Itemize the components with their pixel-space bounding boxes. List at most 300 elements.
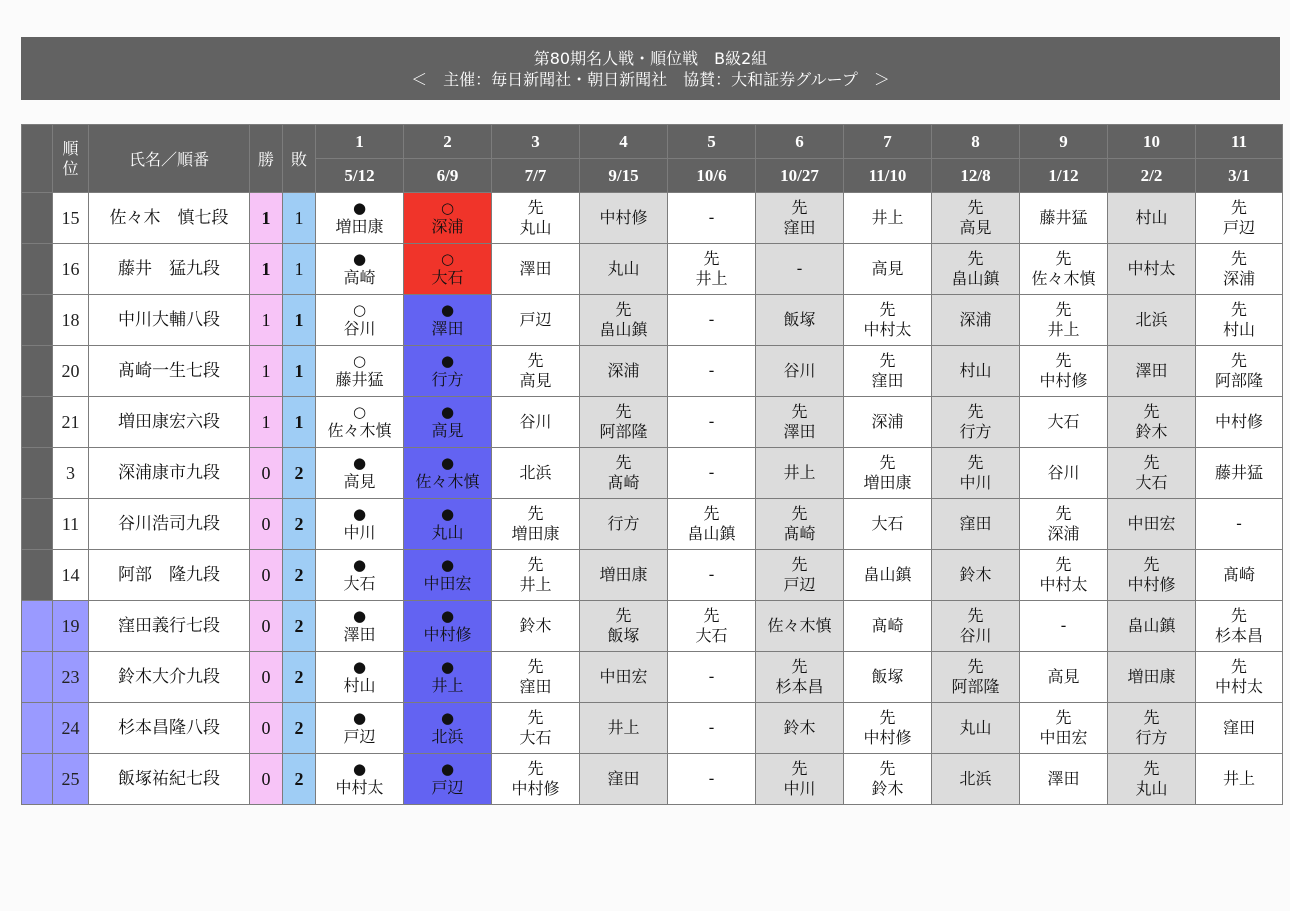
result-mark: ● — [440, 709, 455, 727]
opponent-name: 中田宏 — [1039, 728, 1088, 747]
result-mark: ● — [440, 403, 455, 421]
header-round-3: 3 — [492, 125, 580, 159]
opponent-name: 北浜 — [959, 769, 992, 788]
game-cell-round-1 — [316, 754, 404, 805]
header-round-6: 6 — [756, 125, 844, 159]
game-cell-round-6 — [756, 244, 844, 295]
opponent-name: 澤田 — [783, 422, 816, 441]
first-move-mark: 先 — [527, 657, 544, 676]
game-cell-round-2 — [404, 550, 492, 601]
opponent-name: 飯塚 — [607, 626, 640, 645]
losses-cell: 2 — [283, 754, 316, 805]
first-move-mark: 先 — [1055, 249, 1072, 268]
first-move-mark: 先 — [1055, 504, 1072, 523]
opponent-name: 大石 — [1047, 412, 1080, 431]
result-mark: ● — [352, 556, 367, 574]
first-move-mark: 先 — [527, 708, 544, 727]
opponent-name: 行方 — [959, 422, 992, 441]
rank-cell: 11 — [53, 499, 89, 550]
first-move-mark: 先 — [879, 453, 896, 472]
game-cell-round-10 — [1108, 499, 1196, 550]
opponent-name: 澤田 — [343, 625, 376, 644]
wins-cell: 1 — [250, 397, 283, 448]
opponent-name: 佐々木慎 — [415, 472, 480, 491]
table-row — [22, 754, 1283, 805]
opponent-name: 増田康 — [863, 473, 912, 492]
opponent-name: 窪田 — [519, 677, 552, 696]
game-cell-round-7 — [844, 295, 932, 346]
zone-marker — [22, 295, 53, 346]
opponent-name: 藤井猛 — [1039, 208, 1088, 227]
game-cell-round-8 — [932, 397, 1020, 448]
rank-cell: 21 — [53, 397, 89, 448]
header-round-4: 4 — [580, 125, 668, 159]
opponent-name: 中川 — [959, 473, 992, 492]
game-cell-round-3 — [492, 448, 580, 499]
game-cell-round-6 — [756, 397, 844, 448]
first-move-mark: 先 — [879, 300, 896, 319]
opponent-name: 髙崎 — [783, 524, 816, 543]
first-move-mark: 先 — [967, 657, 984, 676]
game-cell-round-7 — [844, 499, 932, 550]
opponent-name: 中川 — [343, 523, 376, 542]
result-mark: ○ — [440, 250, 455, 268]
game-cell-round-5 — [668, 499, 756, 550]
game-cell-round-1 — [316, 346, 404, 397]
game-cell-round-9 — [1020, 754, 1108, 805]
wins-cell: 0 — [250, 703, 283, 754]
opponent-name: 高見 — [1047, 667, 1080, 686]
game-cell-round-2 — [404, 397, 492, 448]
first-move-mark: 先 — [703, 504, 720, 523]
result-mark: ● — [440, 658, 455, 676]
first-move-mark: 先 — [967, 198, 984, 217]
zone-marker — [22, 499, 53, 550]
opponent-name: 大石 — [1135, 473, 1168, 492]
opponent-name: 窪田 — [871, 371, 904, 390]
opponent-name: 丸山 — [607, 259, 640, 278]
game-cell-round-11 — [1196, 499, 1283, 550]
opponent-name: 中田宏 — [599, 667, 648, 686]
game-cell-round-7 — [844, 346, 932, 397]
game-cell-round-8 — [932, 652, 1020, 703]
header-date-2: 6/9 — [404, 159, 492, 193]
opponent-name: 高見 — [519, 371, 552, 390]
zone-marker — [22, 550, 53, 601]
opponent-name: 行方 — [1135, 728, 1168, 747]
table-row — [22, 397, 1283, 448]
opponent-name: 髙崎 — [871, 616, 904, 635]
game-cell-round-7 — [844, 703, 932, 754]
game-cell-round-8 — [932, 703, 1020, 754]
wins-cell: 1 — [250, 244, 283, 295]
header-round-7: 7 — [844, 125, 932, 159]
opponent-name: 谷川 — [783, 361, 816, 380]
opponent-name: 中川 — [783, 779, 816, 798]
first-move-mark: 先 — [967, 453, 984, 472]
game-cell-round-9 — [1020, 193, 1108, 244]
first-move-mark: 先 — [527, 198, 544, 217]
wins-cell: 0 — [250, 499, 283, 550]
opponent-name: 戸辺 — [1222, 218, 1255, 237]
opponent-name: 大石 — [871, 514, 904, 533]
opponent-name: 丸山 — [431, 523, 464, 542]
game-cell-round-6 — [756, 346, 844, 397]
opponent-name: 畠山鎮 — [863, 565, 912, 584]
header-round-2: 2 — [404, 125, 492, 159]
result-mark: ● — [352, 658, 367, 676]
result-mark: ● — [440, 352, 455, 370]
zone-marker — [22, 754, 53, 805]
player-name: 谷川浩司九段 — [89, 499, 250, 550]
first-move-mark: 先 — [615, 300, 632, 319]
opponent-name: 深浦 — [431, 217, 464, 236]
first-move-mark: 先 — [527, 351, 544, 370]
opponent-name: 飯塚 — [783, 310, 816, 329]
first-move-mark: 先 — [703, 249, 720, 268]
opponent-name: 中村修 — [1039, 371, 1088, 390]
game-cell-round-10 — [1108, 244, 1196, 295]
opponent-name: 阿部隆 — [599, 422, 648, 441]
game-cell-round-11 — [1196, 244, 1283, 295]
first-move-mark: 先 — [1143, 759, 1160, 778]
opponent-name: - — [708, 565, 715, 584]
opponent-name: 鈴木 — [1135, 422, 1168, 441]
zone-marker — [22, 652, 53, 703]
opponent-name: - — [1060, 616, 1067, 635]
first-move-mark: 先 — [879, 708, 896, 727]
opponent-name: 丸山 — [959, 718, 992, 737]
opponent-name: 中村太 — [1214, 677, 1263, 696]
game-cell-round-1 — [316, 499, 404, 550]
game-cell-round-5 — [668, 397, 756, 448]
opponent-name: 中村修 — [1127, 575, 1176, 594]
game-cell-round-4 — [580, 397, 668, 448]
opponent-name: 井上 — [607, 718, 640, 737]
header-round-1: 1 — [316, 125, 404, 159]
wins-cell: 0 — [250, 652, 283, 703]
game-cell-round-1 — [316, 703, 404, 754]
table-row — [22, 346, 1283, 397]
table-row — [22, 601, 1283, 652]
zone-marker — [22, 448, 53, 499]
opponent-name: 村山 — [1222, 320, 1255, 339]
header-date-11: 3/1 — [1196, 159, 1283, 193]
first-move-mark: 先 — [791, 759, 808, 778]
first-move-mark: 先 — [1143, 555, 1160, 574]
opponent-name: 畠山鎮 — [1127, 616, 1176, 635]
game-cell-round-7 — [844, 652, 932, 703]
game-cell-round-8 — [932, 550, 1020, 601]
opponent-name: 深浦 — [959, 310, 992, 329]
first-move-mark: 先 — [527, 504, 544, 523]
opponent-name: 畠山鎮 — [951, 269, 1000, 288]
result-mark: ● — [440, 301, 455, 319]
rank-cell: 14 — [53, 550, 89, 601]
first-move-mark: 先 — [967, 249, 984, 268]
first-move-mark: 先 — [1230, 198, 1247, 217]
game-cell-round-10 — [1108, 754, 1196, 805]
rank-cell: 19 — [53, 601, 89, 652]
result-mark: ● — [352, 505, 367, 523]
game-cell-round-8 — [932, 499, 1020, 550]
opponent-name: 井上 — [871, 208, 904, 227]
game-cell-round-9 — [1020, 601, 1108, 652]
result-mark: ● — [440, 760, 455, 778]
game-cell-round-10 — [1108, 601, 1196, 652]
game-cell-round-4 — [580, 754, 668, 805]
first-move-mark: 先 — [791, 657, 808, 676]
first-move-mark: 先 — [1055, 708, 1072, 727]
game-cell-round-4 — [580, 550, 668, 601]
opponent-name: 村山 — [1135, 208, 1168, 227]
opponent-name: 佐々木慎 — [767, 616, 832, 635]
result-mark: ○ — [352, 352, 367, 370]
opponent-name: 井上 — [1222, 769, 1255, 788]
first-move-mark: 先 — [1055, 351, 1072, 370]
table-row — [22, 550, 1283, 601]
opponent-name: 中村修 — [1214, 412, 1263, 431]
first-move-mark: 先 — [1055, 555, 1072, 574]
game-cell-round-1 — [316, 652, 404, 703]
game-cell-round-4 — [580, 652, 668, 703]
opponent-name: 鈴木 — [871, 779, 904, 798]
game-cell-round-5 — [668, 295, 756, 346]
game-cell-round-10 — [1108, 193, 1196, 244]
rank-cell: 3 — [53, 448, 89, 499]
game-cell-round-3 — [492, 295, 580, 346]
result-mark: ○ — [352, 403, 367, 421]
page-title: 第80期名人戦・順位戦 B級2組 — [533, 48, 768, 68]
first-move-mark: 先 — [791, 504, 808, 523]
game-cell-round-2 — [404, 754, 492, 805]
opponent-name: 中村修 — [423, 625, 472, 644]
standings-table-container — [21, 124, 1283, 805]
table-row — [22, 193, 1283, 244]
game-cell-round-5 — [668, 193, 756, 244]
game-cell-round-10 — [1108, 397, 1196, 448]
opponent-name: 増田康 — [599, 565, 648, 584]
first-move-mark: 先 — [1143, 708, 1160, 727]
table-row — [22, 652, 1283, 703]
header-rank — [53, 125, 89, 193]
opponent-name: 大石 — [431, 268, 464, 287]
opponent-name: 増田康 — [1127, 667, 1176, 686]
opponent-name: 行方 — [607, 514, 640, 533]
result-mark: ● — [440, 454, 455, 472]
opponent-name: 澤田 — [431, 319, 464, 338]
opponent-name: 深浦 — [871, 412, 904, 431]
result-mark: ● — [440, 505, 455, 523]
game-cell-round-7 — [844, 244, 932, 295]
first-move-mark: 先 — [703, 606, 720, 625]
game-cell-round-2 — [404, 448, 492, 499]
game-cell-round-3 — [492, 193, 580, 244]
opponent-name: 丸山 — [519, 218, 552, 237]
game-cell-round-7 — [844, 754, 932, 805]
header-date-5: 10/6 — [668, 159, 756, 193]
game-cell-round-6 — [756, 601, 844, 652]
game-cell-round-9 — [1020, 499, 1108, 550]
opponent-name: 澤田 — [519, 259, 552, 278]
opponent-name: 窪田 — [607, 769, 640, 788]
opponent-name: 鈴木 — [959, 565, 992, 584]
opponent-name: 佐々木慎 — [1031, 269, 1096, 288]
game-cell-round-9 — [1020, 244, 1108, 295]
opponent-name: 行方 — [431, 370, 464, 389]
game-cell-round-4 — [580, 295, 668, 346]
game-cell-round-11 — [1196, 448, 1283, 499]
first-move-mark: 先 — [1143, 453, 1160, 472]
game-cell-round-10 — [1108, 703, 1196, 754]
opponent-name: 中村太 — [863, 320, 912, 339]
game-cell-round-5 — [668, 448, 756, 499]
losses-cell: 1 — [283, 244, 316, 295]
opponent-name: 高見 — [871, 259, 904, 278]
table-row — [22, 448, 1283, 499]
game-cell-round-9 — [1020, 448, 1108, 499]
game-cell-round-8 — [932, 754, 1020, 805]
result-mark: ● — [440, 556, 455, 574]
header-round-10: 10 — [1108, 125, 1196, 159]
header-name: 氏名／順番 — [89, 125, 250, 193]
game-cell-round-11 — [1196, 397, 1283, 448]
opponent-name: 深浦 — [1222, 269, 1255, 288]
first-move-mark: 先 — [1230, 606, 1247, 625]
result-mark: ● — [352, 454, 367, 472]
game-cell-round-10 — [1108, 295, 1196, 346]
opponent-name: 髙崎 — [607, 473, 640, 492]
first-move-mark: 先 — [1230, 300, 1247, 319]
result-mark: ○ — [440, 199, 455, 217]
opponent-name: - — [708, 361, 715, 380]
header-date-4: 9/15 — [580, 159, 668, 193]
opponent-name: 井上 — [431, 676, 464, 695]
header-rank-label: 順位 — [62, 138, 79, 178]
result-mark: ● — [440, 607, 455, 625]
opponent-name: 中村太 — [1127, 259, 1176, 278]
game-cell-round-9 — [1020, 550, 1108, 601]
player-name: 中川大輔八段 — [89, 295, 250, 346]
game-cell-round-11 — [1196, 346, 1283, 397]
opponent-name: 杉本昌 — [1214, 626, 1263, 645]
losses-cell: 2 — [283, 550, 316, 601]
game-cell-round-8 — [932, 346, 1020, 397]
opponent-name: 中村太 — [335, 778, 384, 797]
opponent-name: 丸山 — [1135, 779, 1168, 798]
first-move-mark: 先 — [791, 555, 808, 574]
opponent-name: 井上 — [695, 269, 728, 288]
header-date-7: 11/10 — [844, 159, 932, 193]
game-cell-round-4 — [580, 601, 668, 652]
game-cell-round-3 — [492, 397, 580, 448]
losses-cell: 1 — [283, 397, 316, 448]
opponent-name: 鈴木 — [519, 616, 552, 635]
game-cell-round-2 — [404, 295, 492, 346]
game-cell-round-6 — [756, 703, 844, 754]
game-cell-round-3 — [492, 244, 580, 295]
game-cell-round-3 — [492, 346, 580, 397]
wins-cell: 0 — [250, 601, 283, 652]
game-cell-round-9 — [1020, 397, 1108, 448]
opponent-name: 窪田 — [1222, 718, 1255, 737]
rank-cell: 20 — [53, 346, 89, 397]
first-move-mark: 先 — [879, 351, 896, 370]
game-cell-round-1 — [316, 550, 404, 601]
losses-cell: 1 — [283, 346, 316, 397]
opponent-name: 畠山鎮 — [687, 524, 736, 543]
game-cell-round-3 — [492, 652, 580, 703]
header-date-9: 1/12 — [1020, 159, 1108, 193]
header-date-6: 10/27 — [756, 159, 844, 193]
game-cell-round-6 — [756, 754, 844, 805]
game-cell-round-5 — [668, 244, 756, 295]
game-cell-round-5 — [668, 754, 756, 805]
opponent-name: - — [796, 259, 803, 278]
wins-cell: 0 — [250, 550, 283, 601]
first-move-mark: 先 — [1055, 300, 1072, 319]
rank-cell: 15 — [53, 193, 89, 244]
game-cell-round-1 — [316, 295, 404, 346]
game-cell-round-2 — [404, 601, 492, 652]
zone-marker — [22, 601, 53, 652]
opponent-name: 大石 — [343, 574, 376, 593]
game-cell-round-11 — [1196, 193, 1283, 244]
first-move-mark: 先 — [527, 759, 544, 778]
opponent-name: 阿部隆 — [1214, 371, 1263, 390]
game-cell-round-1 — [316, 601, 404, 652]
opponent-name: 窪田 — [959, 514, 992, 533]
game-cell-round-5 — [668, 703, 756, 754]
game-cell-round-8 — [932, 448, 1020, 499]
opponent-name: - — [708, 718, 715, 737]
game-cell-round-1 — [316, 244, 404, 295]
first-move-mark: 先 — [879, 759, 896, 778]
game-cell-round-4 — [580, 193, 668, 244]
header-losses: 敗 — [283, 125, 316, 193]
opponent-name: 大石 — [695, 626, 728, 645]
first-move-mark: 先 — [967, 606, 984, 625]
first-move-mark: 先 — [615, 453, 632, 472]
opponent-name: 井上 — [1047, 320, 1080, 339]
game-cell-round-5 — [668, 346, 756, 397]
result-mark: ● — [352, 199, 367, 217]
game-cell-round-4 — [580, 499, 668, 550]
header-corner — [22, 125, 53, 193]
opponent-name: 北浜 — [519, 463, 552, 482]
opponent-name: 谷川 — [959, 626, 992, 645]
game-cell-round-2 — [404, 652, 492, 703]
opponent-name: 澤田 — [1047, 769, 1080, 788]
first-move-mark: 先 — [1230, 351, 1247, 370]
opponent-name: 井上 — [519, 575, 552, 594]
result-mark: ○ — [352, 301, 367, 319]
header-date-10: 2/2 — [1108, 159, 1196, 193]
opponent-name: 増田康 — [335, 217, 384, 236]
page-subtitle: ＜ 主催：毎日新聞社・朝日新聞社 協賛：大和証券グループ ＞ — [411, 69, 890, 89]
opponent-name: 井上 — [783, 463, 816, 482]
zone-marker — [22, 703, 53, 754]
game-cell-round-11 — [1196, 601, 1283, 652]
opponent-name: 藤井猛 — [1214, 463, 1263, 482]
opponent-name: 佐々木慎 — [327, 421, 392, 440]
opponent-name: - — [708, 310, 715, 329]
opponent-name: 戸辺 — [343, 727, 376, 746]
header-round-9: 9 — [1020, 125, 1108, 159]
opponent-name: 畠山鎮 — [599, 320, 648, 339]
table-row — [22, 703, 1283, 754]
opponent-name: 中田宏 — [1127, 514, 1176, 533]
